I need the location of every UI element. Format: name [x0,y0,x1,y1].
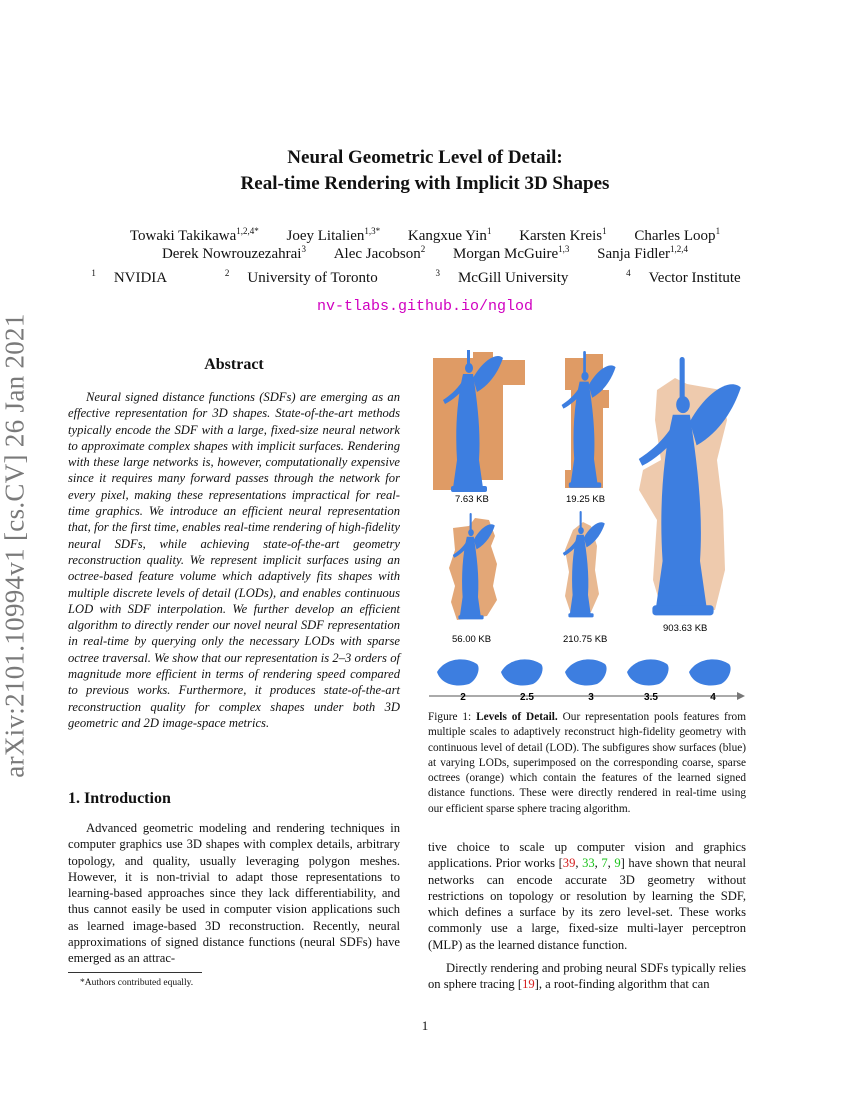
intro-paragraph: Advanced geometric modeling and rendering techniques in computer graphics use 3D shapes with complex details, arbitrary topology, and quality, usually leveraging polygon meshes. However, it is non-trivial to adapt those representations to learning-based approaches since they lack differentiability, and thus cannot easily be used in computer vision applications such as learned image-based 3D reconstruction. Recently, neural approximations of signed distance functions (neural SDFs) have emerged as an attrac- [68,821,400,966]
author: Kangxue Yin$^1$ [407,226,492,244]
body-paragraph: Directly rendering and probing neural SDFs typically relies on sphere tracing [19], a root-finding algorithm that can [428,961,746,992]
figure-1 [425,350,755,710]
size-label: 56.00 KB [452,634,492,645]
citation-link[interactable]: 39 [562,856,576,871]
author: Joey Litalien$^{1,3*}$ [286,226,381,244]
author: Alec Jacobson$^2$ [333,244,426,262]
lod-panel-2 [562,351,616,505]
affiliation: $^4$ Vector Institute [626,268,741,286]
affiliations [0,270,850,287]
abstract-text: Neural signed distance functions (SDFs) are emerging as an effective representation for 3D shapes. State-of-the-art methods typically encode the SDF with a large, fixed-size neural network to approximate complex shapes with implicit surfaces. Rendering with these large networks is, however, computationally expensive since it requires many forward passes through the network for every pixel, making these representations impractical for real-time graphics. We introduce an efficient neural representation that, for the first time, enables real-time rendering of high-fidelity neural SDFs, while achieving state-of-the-art geometry reconstruction quality. We represent implicit surfaces using an octree-based feature volume which adaptively fits shapes with multiple discrete levels of detail (LODs), and enables continuous LOD with SDF interpolation. We further develop an efficient algorithm to directly render our novel neural SDF representation in real-time by querying only the necessary LODs with sparse octree traversal. We show that our representation is 2–3 orders of magnitude more efficient in terms of rendering speed compared to previous works. Furthermore, it produces state-of-the-art reconstruction quality for complex shapes under both 3D geometric and 2D image-space metrics. [68,390,400,730]
citation-link[interactable]: 9 [614,856,621,871]
axis-tick-label: 3 [588,692,594,703]
citation-link[interactable]: 33 [582,856,595,871]
citation-link[interactable]: 7 [601,856,608,871]
lod-panel-5 [639,357,741,634]
lod-panel-1 [433,350,525,505]
title-line-1: Neural Geometric Level of Detail: [287,147,563,168]
paper-title [0,145,850,197]
axis-tick-label: 3.5 [644,692,658,703]
lod-panel-4 [563,511,608,645]
size-label: 210.75 KB [563,634,608,645]
affiliation: $^3$ McGill University [435,268,569,286]
axis-tick-label: 2 [460,692,466,703]
project-url[interactable]: nv-tlabs.github.io/nglod [316,298,534,315]
author: Derek Nowrouzezahrai$^3$ [161,244,306,262]
author: Towaki Takikawa$^{1,2,4*}$ [129,226,259,244]
page-number: 1 [421,1018,429,1033]
arxiv-stamp: arXiv:2101.10994v1 [cs.CV] 26 Jan 2021 [0,313,30,778]
author: Charles Loop$^1$ [634,226,721,244]
lod-axis [429,692,745,703]
section-heading: 1. Introduction [68,790,171,807]
figure-caption: Figure 1: Levels of Detail. Our representation pools features from multiple scales to adaptively reconstruct high-fidelity geometry with continuous level of detail (LOD). The subfigures show surfaces (blue) at varying LODs, superimposed on the corresponding coarse, sparse octrees (orange) which contain the features of the learned signed distance functions. These were directly rendered in real-time using our efficient sparse sphere tracing algorithm. [428,711,746,815]
affiliation: $^2$ University of Toronto [224,268,378,286]
lod-panel-3 [449,513,497,645]
authors-row-2 [0,245,850,264]
abstract-heading: Abstract [204,356,264,373]
footnote: *Authors contributed equally. [80,978,194,988]
author: Karsten Kreis$^1$ [519,226,607,244]
citation-link[interactable]: 19 [522,977,535,992]
size-label: 7.63 KB [455,494,489,505]
footnote-rule [68,972,202,973]
author: Morgan McGuire$^{1,3}$ [453,244,570,262]
size-label: 903.63 KB [663,623,708,634]
axis-tick-label: 2.5 [520,692,534,703]
axis-tick-label: 4 [710,692,716,703]
affiliation: $^1$ NVIDIA [91,268,168,286]
body-paragraph: tive choice to scale up computer vision and graphics applications. Prior works [39, 33, 7, 9] have shown that neural networks can encode accurate 3D geometry without restrictions on topology or resolution by learning the SDF, which defines a surface by its zero level-set. These works commonly use a large, fixed-size multi-layer perceptron (MLP) as the learned distance function. [428,840,746,952]
lod-strip [437,659,731,685]
author: Sanja Fidler$^{1,2,4}$ [597,244,689,262]
title-line-2: Real-time Rendering with Implicit 3D Shapes [240,173,610,194]
size-label: 19.25 KB [566,494,606,505]
